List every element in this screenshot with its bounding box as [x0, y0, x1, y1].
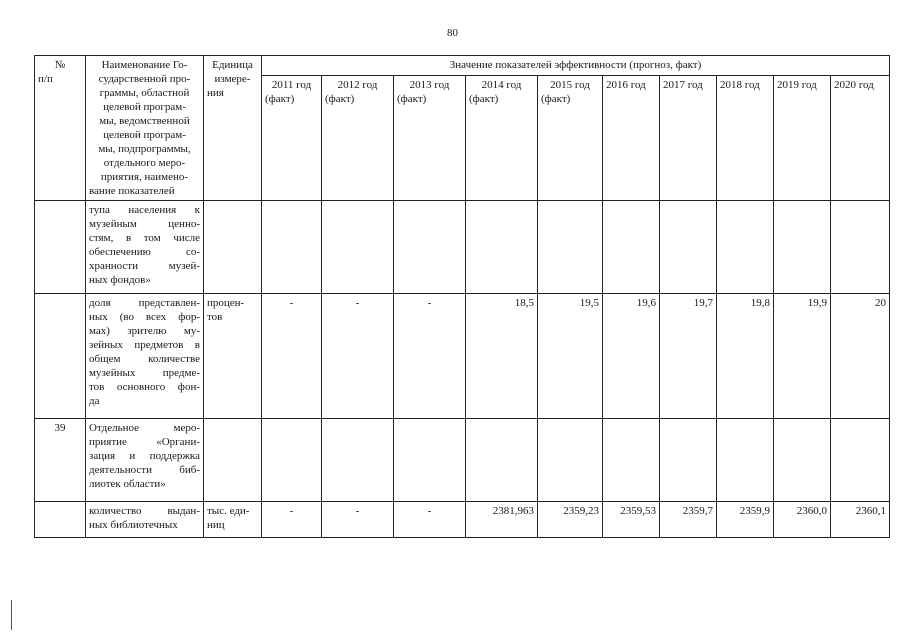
cell-line: ниц [207, 519, 225, 531]
cell-line: 2012 год [337, 79, 378, 91]
row-value: - [262, 294, 322, 419]
cell-line: Наименование Го- [101, 59, 188, 71]
row-value [538, 419, 603, 502]
indicators-table [34, 55, 890, 538]
cell-line: стям, в том числе [89, 232, 200, 244]
cell-line: вание показателей [89, 185, 175, 197]
cell-line: (факт) [469, 93, 499, 105]
row-value: 2360,0 [774, 502, 831, 538]
cell-line: 2014 год [481, 79, 522, 91]
row-value [831, 201, 890, 294]
row-value [774, 419, 831, 502]
row-unit [204, 294, 262, 419]
cell-line: зейных предметов в [89, 339, 200, 351]
row-value [466, 419, 538, 502]
cell-line: ных (во всех фор- [89, 311, 200, 323]
row-value: 2381,963 [466, 502, 538, 538]
row-value: 2359,53 [603, 502, 660, 538]
header-year [660, 76, 717, 201]
cell-line: лиотек области» [89, 478, 166, 490]
row-number: 39 [35, 419, 86, 502]
header-number [35, 56, 86, 201]
row-value [831, 419, 890, 502]
row-value [322, 201, 394, 294]
scan-margin-mark [11, 600, 12, 630]
table-row [35, 419, 890, 502]
row-value: 19,9 [774, 294, 831, 419]
header-year [717, 76, 774, 201]
cell-line: тов основного фон- [89, 381, 200, 393]
row-value: 20 [831, 294, 890, 419]
cell-line: музейных предме- [89, 367, 200, 379]
cell-line: ных библиотечных [89, 519, 178, 531]
cell-line: приятия, наимено- [100, 171, 189, 183]
header-year [394, 76, 466, 201]
cell-line: обеспечению со- [89, 246, 200, 258]
cell-line: сударственной про- [98, 73, 191, 85]
row-value: 2359,23 [538, 502, 603, 538]
header-year [831, 76, 890, 201]
cell-line: 2020 год [834, 79, 874, 91]
row-value: 19,6 [603, 294, 660, 419]
cell-line: (факт) [325, 93, 355, 105]
cell-line: деятельности биб- [89, 464, 200, 476]
row-value [660, 419, 717, 502]
cell-line: музейным ценно- [89, 218, 200, 230]
cell-line: п/п [38, 73, 53, 85]
cell-line: 2011 год [271, 79, 312, 91]
cell-line: (факт) [541, 93, 571, 105]
row-value: - [394, 294, 466, 419]
cell-line: хранности музей- [89, 260, 200, 272]
row-value: 19,5 [538, 294, 603, 419]
row-unit [204, 419, 262, 502]
row-value [394, 419, 466, 502]
row-number [35, 502, 86, 538]
row-value: - [322, 502, 394, 538]
cell-line: тыс. еди- [207, 505, 250, 517]
header-year [538, 76, 603, 201]
cell-line: тов [207, 311, 223, 323]
header-year [322, 76, 394, 201]
row-name [86, 294, 204, 419]
cell-line: 2018 год [720, 79, 760, 91]
header-name [86, 56, 204, 201]
cell-line: 2015 год [550, 79, 590, 91]
cell-line: мы, подпрограммы, [98, 143, 191, 155]
header-year [262, 76, 322, 201]
cell-line: количество выдан- [89, 505, 200, 517]
header-values: Значение показателей эффективности (прогноз, факт) [262, 56, 890, 76]
row-value: - [394, 502, 466, 538]
row-value [262, 419, 322, 502]
cell-line: Единица [212, 59, 253, 71]
cell-line: ния [207, 87, 224, 99]
page-number: 80 [447, 27, 458, 39]
cell-line: процен- [207, 297, 245, 309]
row-value: - [322, 294, 394, 419]
cell-line: 2013 год [409, 79, 450, 91]
cell-line: общем количестве [89, 353, 200, 365]
row-value: 2359,7 [660, 502, 717, 538]
cell-line: доля представлен- [89, 297, 200, 309]
row-value [603, 201, 660, 294]
cell-line: целевой програм- [103, 129, 186, 141]
row-unit [204, 201, 262, 294]
cell-line: № [54, 59, 66, 71]
row-value [660, 201, 717, 294]
row-value [322, 419, 394, 502]
row-value: 18,5 [466, 294, 538, 419]
cell-line: отдельного меро- [103, 157, 186, 169]
cell-line: 2017 год [663, 79, 703, 91]
row-name [86, 201, 204, 294]
row-value [717, 201, 774, 294]
header-year [774, 76, 831, 201]
cell-line: целевой програм- [103, 101, 186, 113]
cell-line: граммы, областной [99, 87, 190, 99]
row-number [35, 201, 86, 294]
table-row [35, 502, 890, 538]
cell-line: 2016 год [606, 79, 646, 91]
header-unit [204, 56, 262, 201]
cell-line: Отдельное меро- [89, 422, 200, 434]
cell-line: тупа населения к [89, 204, 200, 216]
cell-line: ных фондов» [89, 274, 151, 286]
cell-line: да [89, 395, 100, 407]
table-row [35, 294, 890, 419]
row-value: 2359,9 [717, 502, 774, 538]
row-name [86, 502, 204, 538]
row-value [538, 201, 603, 294]
row-value [466, 201, 538, 294]
row-value: 2360,1 [831, 502, 890, 538]
row-value [774, 201, 831, 294]
cell-line: (факт) [265, 93, 295, 105]
row-value [394, 201, 466, 294]
row-name [86, 419, 204, 502]
cell-line: 2019 год [777, 79, 817, 91]
header-year [603, 76, 660, 201]
cell-line: (факт) [397, 93, 427, 105]
header-year [466, 76, 538, 201]
cell-line: мах) зрителю му- [89, 325, 200, 337]
row-value: - [262, 502, 322, 538]
table-row [35, 201, 890, 294]
cell-line: мы, ведомственной [99, 115, 190, 127]
row-value [262, 201, 322, 294]
row-value [717, 419, 774, 502]
cell-line: измере- [214, 73, 251, 85]
row-value: 19,7 [660, 294, 717, 419]
row-value: 19,8 [717, 294, 774, 419]
row-number [35, 294, 86, 419]
cell-line: приятие «Органи- [89, 436, 200, 448]
cell-line: зация и поддержка [89, 450, 200, 462]
row-value [603, 419, 660, 502]
row-unit [204, 502, 262, 538]
